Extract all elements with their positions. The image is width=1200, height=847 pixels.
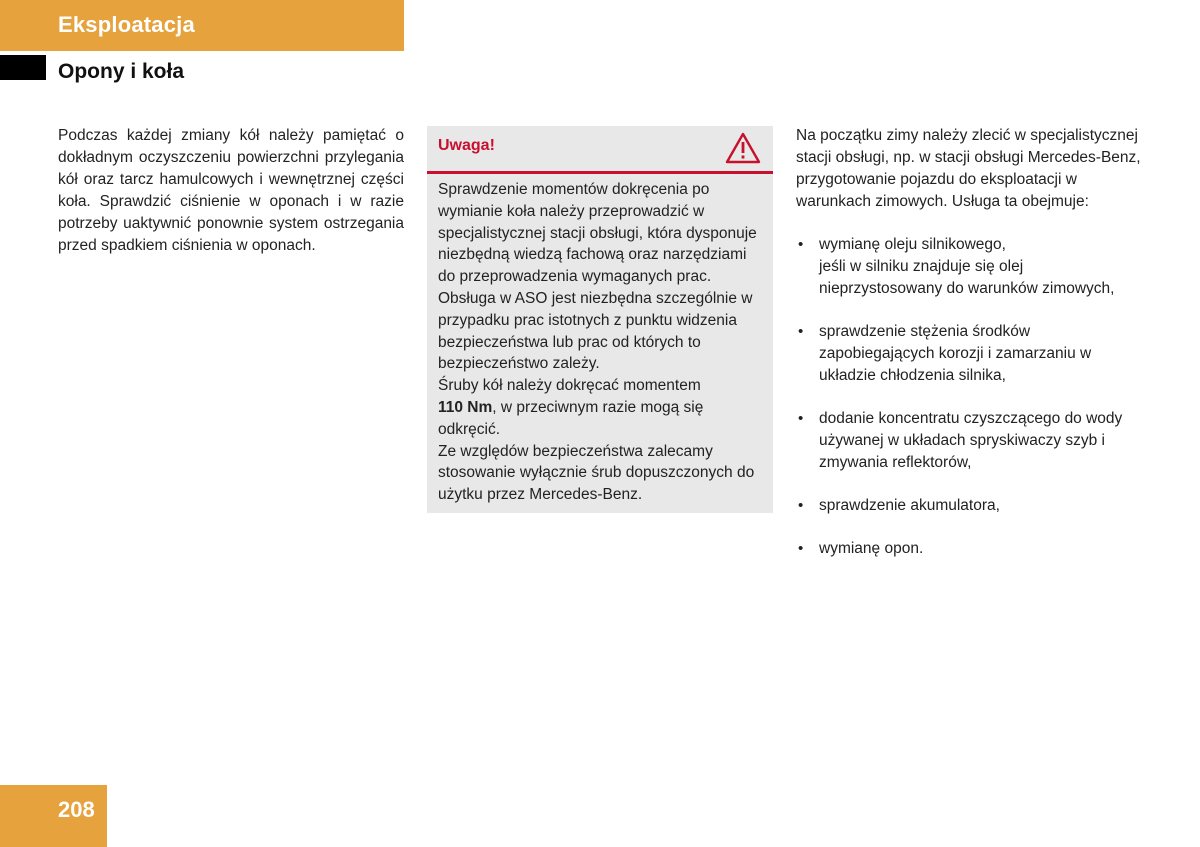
bullet-icon: • xyxy=(798,497,804,514)
warning-p3-tail: , w przeciwnym razie mogą się odkręcić. xyxy=(438,398,704,438)
list-item-text: dodanie koncentratu czyszczącego do wody używanej w układach spryskiwaczy szyb i zmywania reflektorów, xyxy=(819,410,1123,471)
section-title: Eksploatacja xyxy=(58,12,195,37)
page-heading: Opony i koła xyxy=(58,60,185,83)
list-item-text: wymianę oleju silnikowego, xyxy=(819,236,1006,253)
warning-body xyxy=(438,179,760,506)
list-item-subtext: jeśli w silniku znajduje się olej nieprzystosowany do warunków zimowych, xyxy=(819,258,1115,297)
list-item-text: sprawdzenie akumulatora, xyxy=(819,497,1000,514)
bullet-icon: • xyxy=(798,323,804,340)
warning-p3-text: Śruby kół należy dokręcać momentem xyxy=(438,377,701,395)
torque-value: 110 Nm xyxy=(438,398,493,416)
list-item-text: wymianę opon. xyxy=(819,540,924,557)
warning-paragraph-4: Ze względów bezpieczeństwa zalecamy stosowanie wyłącznie śrub dopuszczonych do użytku przez Mercedes-Benz. xyxy=(438,442,755,504)
list-item xyxy=(796,234,1146,300)
section-marker-tab xyxy=(0,55,46,80)
warning-paragraph-2: Obsługa w ASO jest niezbędna szczególnie w przypadku prac istotnych z punktu widzenia bezpieczeństwa lub prac od których to bezpieczeństwo zależy. xyxy=(438,289,753,373)
warning-triangle-icon xyxy=(725,131,761,164)
list-item-text: sprawdzenie stężenia środków zapobiegających korozji i zamarzaniu w układzie chłodzenia silnika, xyxy=(819,323,1092,384)
list-item xyxy=(796,321,1146,387)
warning-paragraph-1: Sprawdzenie momentów dokręcenia po wymianie koła należy przeprowadzić w specjalistycznej stacji obsługi, która dysponuje niezbędną wiedzą fachową oraz narzędziami do przeprowadzenia wymaganych prac. xyxy=(438,181,757,286)
bullet-icon: • xyxy=(798,236,804,253)
warning-paragraph-3 xyxy=(438,375,760,440)
winter-service-intro: Na początku zimy należy zlecić w specjalistycznej stacji obsługi, np. w stacji obsługi Mercedes-Benz, przygotowanie pojazdu do eksploatacji w warunkach zimowych. Usługa ta obejmuje: xyxy=(796,127,1141,210)
warning-box xyxy=(427,126,773,513)
list-item xyxy=(796,408,1146,474)
list-item xyxy=(796,495,1146,517)
winter-service-list xyxy=(796,234,1146,560)
warning-title: Uwaga! xyxy=(438,137,495,154)
page-number: 208 xyxy=(58,797,95,822)
bullet-icon: • xyxy=(798,410,804,427)
warning-header xyxy=(427,126,773,170)
warning-divider xyxy=(427,171,773,174)
list-item xyxy=(796,538,1146,560)
body-text-column-left: Podczas każdej zmiany kół należy pamiętać o dokładnym oczyszczeniu powierzchni przylegania kół oraz tarcz hamulcowych i wewnętrznej części koła. Sprawdzić ciśnienie w oponach i w razie potrzeby uaktywnić ponownie system ostrzegania przed spadkiem ciśnienia w oponach. xyxy=(58,127,404,254)
bullet-icon: • xyxy=(798,540,804,557)
body-text-column-right xyxy=(796,125,1146,581)
